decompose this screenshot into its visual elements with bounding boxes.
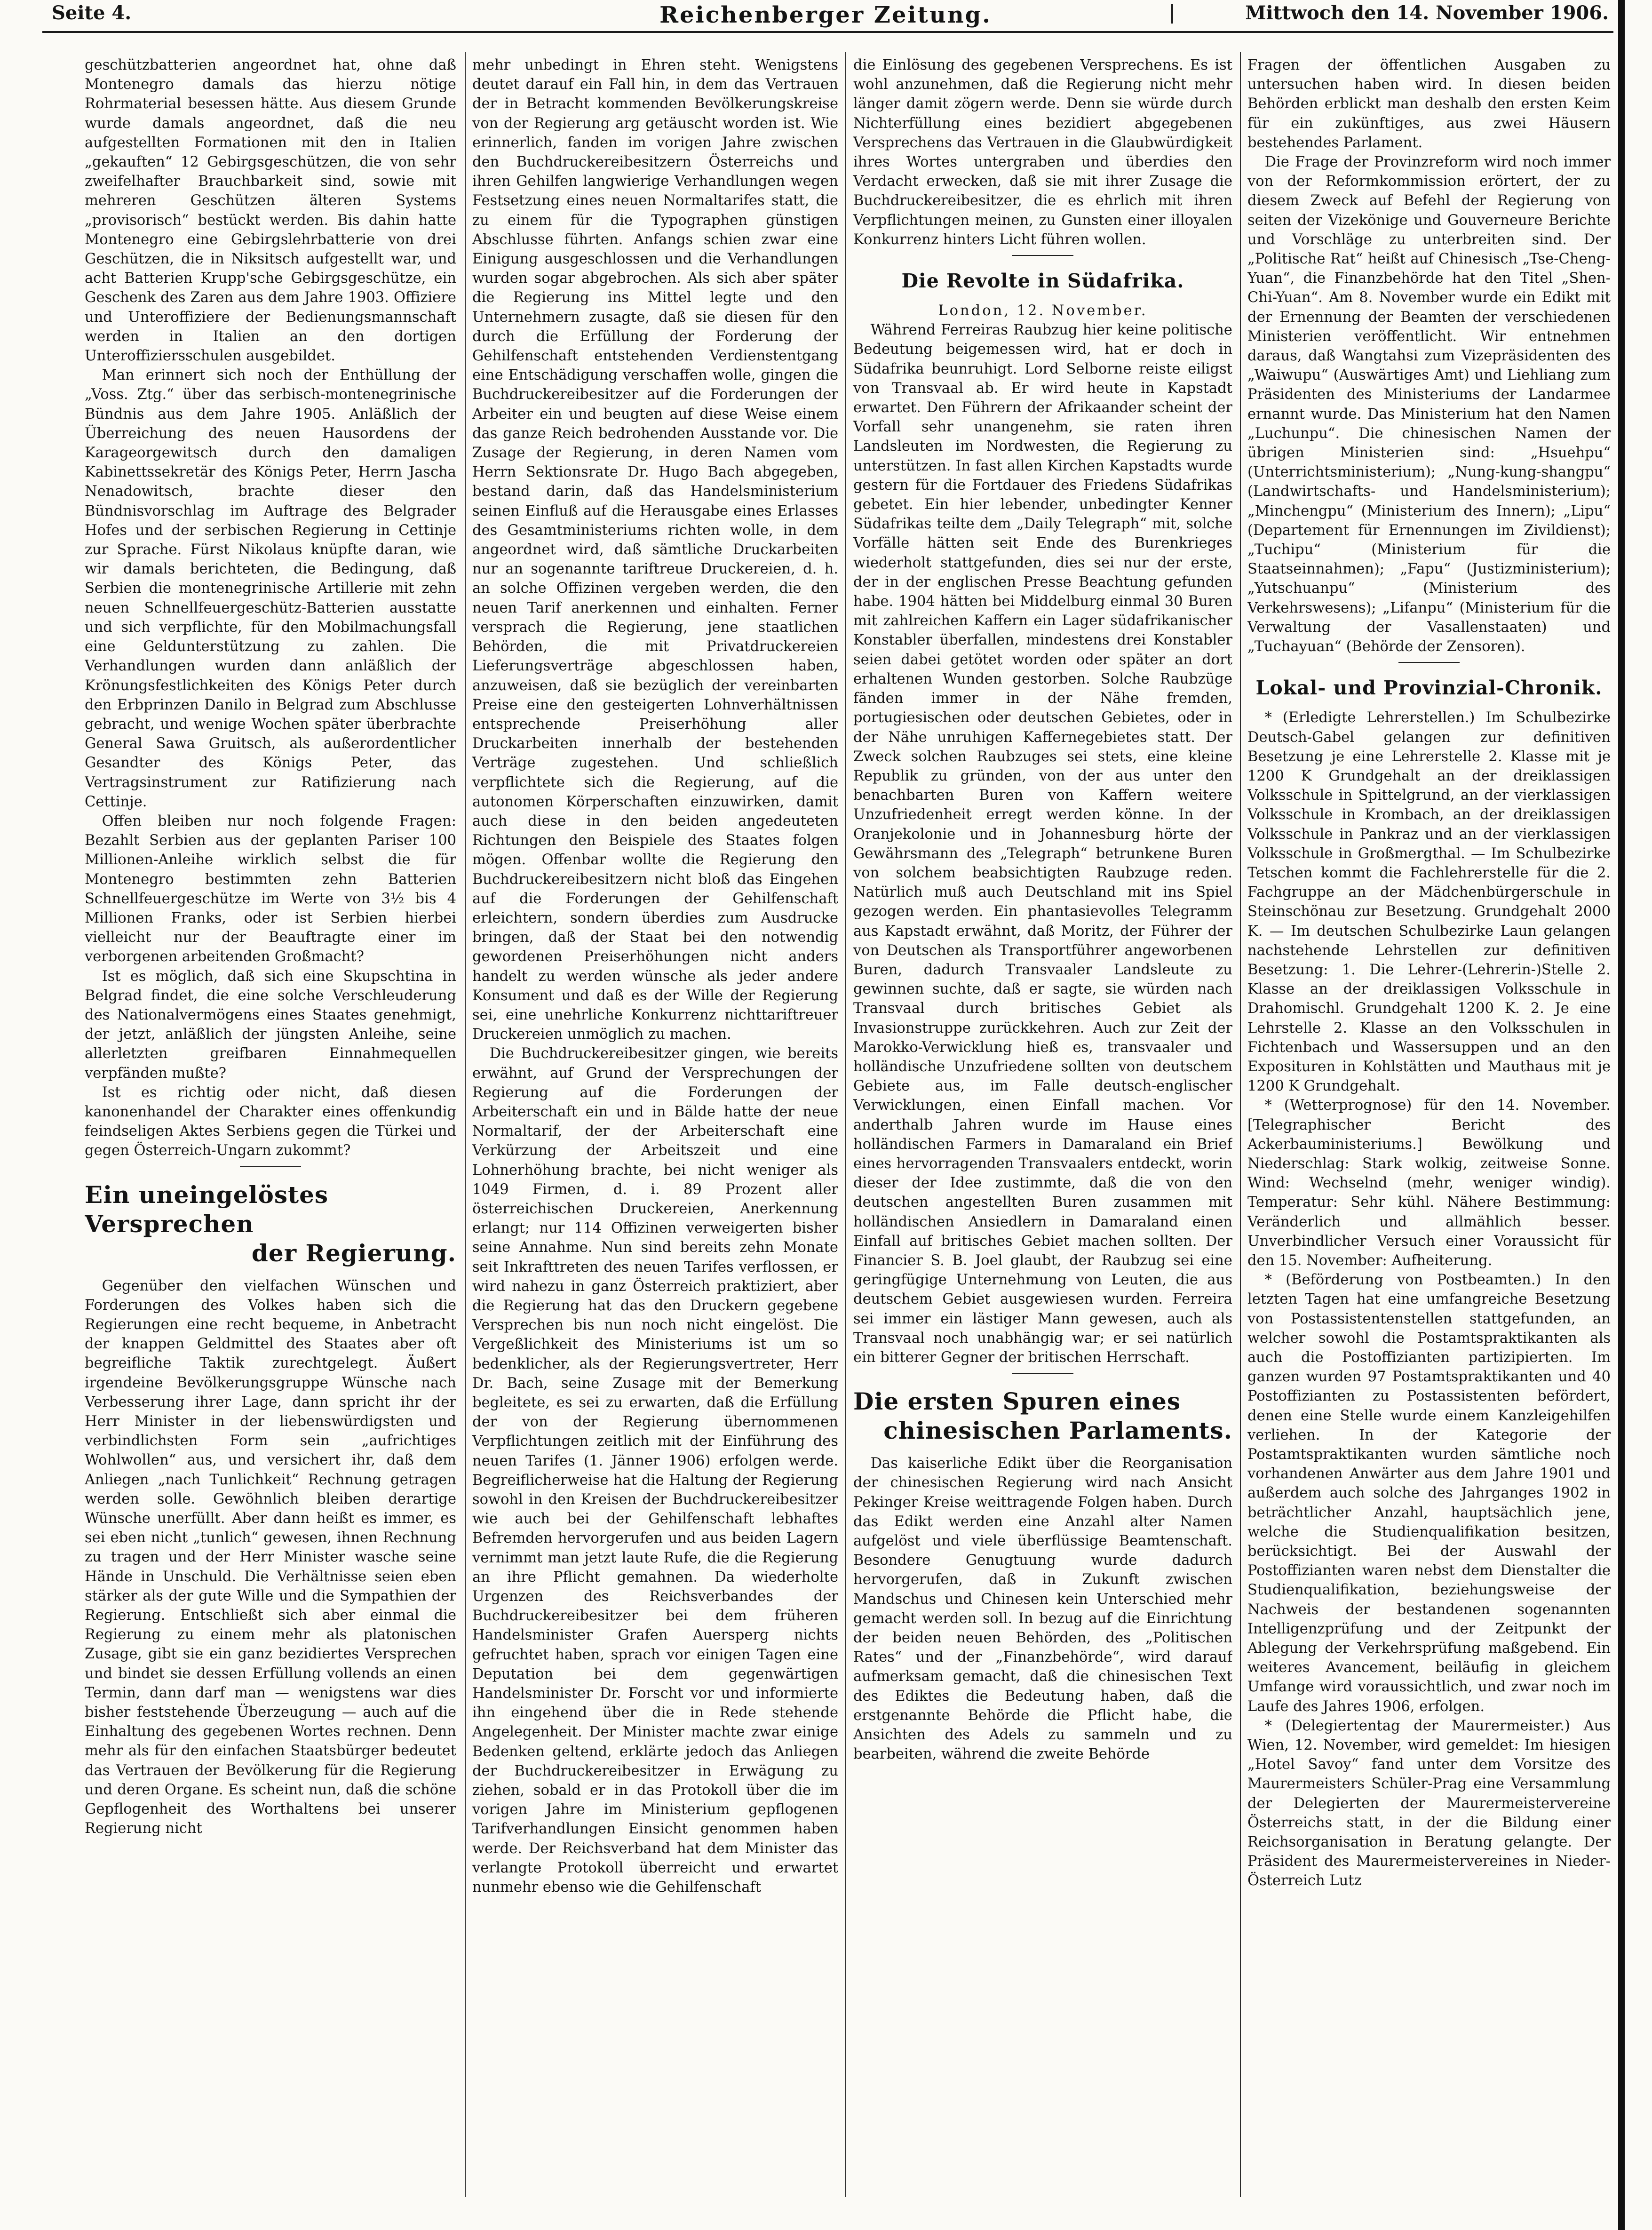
article-paragraph: Gegenüber den vielfachen Wünschen und Forderungen des Volkes haben sich die Regierungen eine recht bequeme, in Anbetracht der knappen Geldmittel des Staates aber oft begreifliche Taktik zurechtgelegt. Äußert irgendeine Bevölkerungsgruppe Wünsche nach Verbesserung ihrer Lage, dann spricht ihr der Herr Minister in der liebenswürdigsten und verbindlichsten Form sein „aufrichtiges Wohlwollen“ aus, und versichert ihr, daß dem Anliegen „nach Tunlichkeit“ Rechnung getragen werden solle. Gewöhnlich bleiben derartige Wünsche unerfüllt. Aber dann heißt es immer, es sei eben nicht „tunlich“ gewesen, ihnen Rechnung zu tragen und der Herr Minister wasche seine Hände in Unschuld. Die Verhältnisse seien eben stärker als der gute Wille und die Sympathien der Regierung. Entschließt sich aber einmal die Regierung zu einem mehr als platonischen Zusage, gibt sie ein ganz bezidiertes Versprechen und bindet sie dessen Erfüllung vollends an einen Termin, dann darf man — wenigstens war dies bisher feststehende Überzeugung — auch auf die Einhaltung des gegebenen Wortes rechnen. Denn mehr als für den einfachen Staatsbürger bedeutet das Vertrauen der Bevölkerung für die Regierung und deren Organe. Es scheint nun, daß die schöne Gepflogenheit des Worthaltens bei unserer Regierung nicht: [85, 1277, 456, 1837]
news-item: * (Erledigte Lehrerstellen.) Im Schulbezirke Deutsch-Gabel gelangen zur definitiven Besetzung je eine Lehrerstelle 2. Klasse mit je 1200 K Grundgehalt an der dreiklassigen Volksschule in Spittelgrund, an der vierklassigen Volksschule in Krombach, an der dreiklassigen Volksschule in Pankraz und an der vierklassigen Volksschule in Großmergthal. — Im Schulbezirke Tetschen kommt die Fachlehrerstelle für die 2. Fachgruppe an der Mädchenbürgerschule in Steinschönau zur Besetzung. Grundgehalt 2000 K. — Im deutschen Schulbezirke Laun gelangen nachstehende Lehrstellen zur definitiven Besetzung: 1. Die Lehrer-(Lehrerin-)Stelle 2. Klasse an der dreiklassigen Volksschule in Drahomischl. Grundgehalt 1200 K. 2. Je eine Lehrstelle 2. Klasse an den Volksschulen in Fichtenbach und Wassersuppen und an den Exposituren in Kohlstätten und Mauthaus mit je 1200 K Grundgehalt.: [1247, 709, 1611, 1095]
article-paragraph: geschützbatterien angeordnet hat, ohne daß Montenegro damals das hierzu nötige Rohrmaterial besessen hätte. Aus diesem Grunde wurde damals angeordnet, daß die neu aufgestellten Formationen mit den in Italien „gekauften“ 12 Gebirgsgeschützen, die von sehr zweifelhafter Brauchbarkeit sind, sowie mit mehreren Geschützen älteren Systems „provisorisch“ bestückt werden. Bis dahin hatte Montenegro eine Gebirgslehrbatterie von drei Geschützen, die in Niksitsch aufgestellt war, und acht Batterien Krupp'sche Gebirgsgeschütze, ein Geschenk des Zaren aus dem Jahre 1903. Offiziere und Unteroffiziere der Bedienungsmannschaft werden in Italien an den dortigen Unteroffiziersschulen ausgebildet.: [85, 57, 456, 365]
article-paragraph: Das kaiserliche Edikt über die Reorganisation der chinesischen Regierung wird nach Ansicht Pekinger Kreise weittragende Folgen haben. Durch das Edikt werden eine Anzahl alter Namen aufgelöst und viele überflüssige Beamtenschaft. Besondere Genugtuung wurde dadurch hervorgerufen, daß in Zukunft zwischen Mandschus und Chinesen kein Unterschied mehr gemacht werden soll. In bezug auf die Einrichtung der beiden neuen Behörden, des „Politischen Rates“ und der „Finanzbehörde“, wird darauf aufmerksam gemacht, daß die chinesischen Text des Ediktes die Bedeutung haben, daß die erstgenannte Behörde die Pflicht habe, die Ansichten des Adels zu sammeln und zu bearbeiten, während die zweite Behörde: [853, 1455, 1232, 1763]
column-1: [85, 56, 456, 2191]
page-header: [42, 0, 1609, 33]
article-heading: [85, 1180, 456, 1268]
right-edge-shadow: [1618, 0, 1625, 2230]
article-paragraph: Fragen der öffentlichen Ausgaben zu untersuchen haben wird. In diesen beiden Behörden erblickt man deshalb den ersten Keim für ein zukünftiges, aus zwei Häusern bestehendes Parlament.: [1247, 57, 1611, 151]
page-number: Seite 4.: [52, 2, 132, 24]
article-heading: Die Revolte in Südafrika.: [901, 270, 1184, 293]
article-paragraph: Ist es möglich, daß sich eine Skupschtina in Belgrad findet, die eine solche Verschleuderung des Nationalvermögens eines Staates genehmigt, der jetzt, anläßlich der jüngsten Anleihe, seine allerletzten greifbaren Einnahmequellen verpfänden mußte?: [85, 968, 456, 1082]
issue-date: Mittwoch den 14. November 1906.: [1245, 2, 1609, 24]
newspaper-title: Reichenberger Zeitung.: [659, 2, 992, 28]
article-paragraph: Man erinnert sich noch der Enthüllung der „Voss. Ztg.“ über das serbisch-montenegrinische Bündnis aus dem Jahre 1905. Anläßlich der Überreichung des neuen Hausordens der Karageorgewitsch durch den damaligen Kabinettssekretär des Königs Peter, Herrn Jascha Nenadowitsch, brachte dieser den Bündnisvorschlag im Auftrage des Belgrader Hofes und der serbischen Regierung in Cettinje zur Sprache. Fürst Nikolaus knüpfte daran, wie wir damals berichteten, die Bedingung, daß Serbien die montenegrinische Artillerie mit zehn neuen Schnellfeuergeschütz-Batterien ausstatte und sich verpflichte, für den Mobilmachungsfall eine Geldunterstützung zu zahlen. Die Verhandlungen wurden dann anläßlich der Krönungsfestlichkeiten des Königs Peter durch den Erbprinzen Danilo in Belgrad zum Abschlusse gebracht, und wenige Wochen später überbrachte General Sawa Gruitsch, als außerordentlicher Gesandter des Königs Peter, das Vertragsinstrument zur Ratifizierung nach Cettinje.: [85, 367, 456, 810]
news-item: * (Beförderung von Postbeamten.) In den letzten Tagen hat eine umfangreiche Besetzung von Postassistentenstellen stattgefunden, an welcher sowohl die Postamtspraktikanten als auch die Postoffizianten partizipierten. Im ganzen wurden 97 Postamtspraktikanten und 40 Postoffizianten zu Postassistenten befördert, denen eine Stelle wurde einem Kanzleigehilfen verliehen. In der Kategorie der Postamtspraktikanten wurden sämtliche noch vorhandenen Anwärter aus dem Jahre 1901 und außerdem auch solche des Jahrganges 1902 in beträchtlicher Anzahl, hauptsächlich jene, welche die Studienqualifikation besitzen, berücksichtigt. Bei der Auswahl der Postoffizianten waren nebst dem Dienstalter die Studienqualifikation, beziehungsweise der Nachweis der bestandenen sogenannten Intelligenzprüfung und der Zeitpunkt der Ablegung der Verkehrsprüfung maßgebend. Ein weiteres Avancement, beiläufig in gleichem Umfange wird voraussichtlich, und zwar noch im Laufe des Jahres 1906, erfolgen.: [1247, 1272, 1611, 1715]
article-paragraph: Die Frage der Provinzreform wird noch immer von der Reformkommission erörtert, der zu diesem Zweck auf Befehl der Regierung von seiten der Vizekönige und Gouverneure Berichte und Vorschläge zu unterbreiten sind. Der „Politische Rat“ heißt auf Chinesisch „Tse-Cheng-Yuan“, die Finanzbehörde hat den Titel „Shen-Chi-Yuan“. Am 8. November wurde ein Edikt mit der Ernennung der Beamten der verschiedenen Ministerien veröffentlicht. Wir entnehmen daraus, daß Wangtahsi zum Vizepräsidenten des „Waiwupu“ (Auswärtiges Amt) und Liehliang zum Präsidenten des Ministeriums der Landarmee ernannt wurde. Das Ministerium hat den Namen „Luchunpu“. Die chinesischen Namen der übrigen Ministerien sind: „Hsuehpu“ (Unterrichtsministerium); „Nung-kung-shangpu“ (Landwirtschafts- und Handelsministerium); „Minchengpu“ (Ministerium des Innern); „Lipu“ (Departement für Ernennungen im Zivildienst); „Tuchipu“ (Ministerium für die Staatseinnahmen); „Fapu“ (Justizministerium); „Yutschuanpu“ (Ministerium des Verkehrswesens); „Lifanpu“ (Ministerium für die Verwaltung der Vasallenstaaten) und „Tuchayuan“ (Behörde der Zensoren).: [1247, 154, 1611, 655]
section-separator: [240, 1166, 301, 1167]
article-heading: [853, 1387, 1232, 1445]
column-rule: [465, 52, 466, 2197]
article-paragraph: Ist es richtig oder nicht, daß diesen kanonenhandel der Charakter eines offenkundig feindseligen Aktes Serbiens gegen die Türkei und gegen Österreich-Ungarn zukommt?: [85, 1084, 456, 1159]
section-heading: Lokal- und Provinzial-Chronik.: [1255, 677, 1603, 700]
heading-main: Ein uneingelöstes Versprechen: [85, 1180, 329, 1238]
column-rule: [1240, 52, 1241, 2197]
section-separator: [1012, 255, 1073, 256]
heading-sub: der Regierung.: [251, 1239, 456, 1267]
news-item: * (Wetterprognose) für den 14. November. [Telegraphischer Bericht des Ackerbauministeriums.] Bewölkung und Niederschlag: Stark wolkig, zeitweise Sonne. Wind: Wechselnd (mehr, weniger windig). Temperatur: Sehr kühl. Nähere Bestimmung: Veränderlich und allmählich besser. Unverbindlicher Versuch einer Voraussicht für den 15. November: Aufheiterung.: [1247, 1097, 1611, 1269]
column-rule: [845, 52, 846, 2197]
article-paragraph: die Einlösung des gegebenen Versprechens. Es ist wohl anzunehmen, daß die Regierung nicht mehr länger damit zögern werde. Denn sie würde durch Nichterfüllung eines bezidiert abgegebenen Versprechens das Vertrauen in die Glaubwürdigkeit ihres Wortes untergraben und überdies den Verdacht erwecken, daß sie mit ihrer Zusage die Buchdruckereibesitzer, die es ehrlich mit ihren Verpflichtungen meinen, zu Gunsten einer illoyalen Konkurrenz hinters Licht führen wollen.: [853, 57, 1232, 248]
article-paragraph: Die Buchdruckereibesitzer gingen, wie bereits erwähnt, auf Grund der Versprechungen der Regierung auf die Forderungen der Arbeiterschaft ein und in Bälde hatte der neue Normaltarif, der der Arbeiterschaft eine Verkürzung der Arbeitszeit und eine Lohnerhöhung brachte, bei nicht weniger als 1049 Firmen, d. i. 89 Prozent aller österreichischen Druckereien, Anerkennung erlangt; nur 114 Offizinen verweigerten bisher seine Annahme. Nun sind bereits zehn Monate seit Inkrafttreten des neuen Tarifes verflossen, er wird nahezu in ganz Österreich praktiziert, aber die Regierung hat das den Druckern gegebene Versprechen bis nun noch nicht eingelöst. Die Vergeßlichkeit des Ministeriums ist um so bedenklicher, als der Regierungsvertreter, Herr Dr. Bach, seine Zusage mit der Bemerkung begleitete, es sei zu erwarten, daß die Erfüllung der von der Regierung übernommenen Verpflichtungen zeitlich mit der Einführung des neuen Tarifes (1. Jänner 1906) erfolgen werde. Begreiflicherweise hat die Haltung der Regierung sowohl in den Kreisen der Buchdruckereibesitzer wie auch bei der Gehilfenschaft lebhaftes Befremden hervorgerufen und aus beiden Lagern vernimmt man jetzt laute Rufe, die die Regierung an ihre Pflicht gemahnen. Da wiederholte Urgenzen des Reichsverbandes der Buchdruckereibesitzer bei dem früheren Handelsminister Grafen Auersperg nichts gefruchtet haben, sprach vor einigen Tagen eine Deputation bei dem gegenwärtigen Handelsminister Dr. Forscht vor und informierte ihn eingehend über die in Rede stehende Angelegenheit. Der Minister machte zwar einige Bedenken geltend, erklärte jedoch das Anliegen der Buchdruckereibesitzer in Erwägung zu ziehen, sobald er in das Protokoll über die im vorigen Jahre im Ministerium gepflogenen Tarifverhandlungen Einsicht genommen haben werde. Der Reichsverband hat dem Minister das verlangte Protokoll überreicht und erwartet nunmehr ebenso wie die Gehilfenschaft: [472, 1045, 838, 1896]
column-2: [472, 56, 838, 2191]
news-item: * (Delegiertentag der Maurermeister.) Aus Wien, 12. November, wird gemeldet: Im hiesigen „Hotel Savoy“ fand unter dem Vorsitze des Maurermeisters Schüler-Prag eine Versammlung der Delegierten der Maurermeistervereine Österreichs statt, in der die Bildung einer Reichsorganisation in Beratung gelangte. Der Präsident des Maurermeistervereines in Nieder-Österreich Lutz: [1247, 1717, 1611, 1889]
heading-sub: chinesischen Parlaments.: [883, 1417, 1232, 1445]
article-paragraph: Offen bleiben nur noch folgende Fragen: Bezahlt Serbien aus der geplanten Pariser 100 Millionen-Anleihe wirklich selbst die für Montenegro bestimmten zehn Batterien Schnellfeuergeschütze im Werte von 3½ bis 4 Millionen Franks, oder ist Serbien hierbei vielleicht nur der Beauftragte einer im verborgenen arbeitenden Großmacht?: [85, 812, 456, 965]
article-paragraph: mehr unbedingt in Ehren steht. Wenigstens deutet darauf ein Fall hin, in dem das Vertrauen der in Betracht kommenden Bevölkerungskreise von der Regierung arg getäuscht worden ist. Wie erinnerlich, fanden im vorigen Jahre zwischen den Buchdruckereibesitzern Österreichs und ihren Gehilfen langwierige Verhandlungen wegen Festsetzung eines neuen Normaltarifes statt, die zu einem für die Typographen günstigen Abschlusse führten. Anfangs schien zwar eine Einigung ausgeschlossen und die Verhandlungen wurden sogar abgebrochen. Als sich aber später die Regierung ins Mittel legte und den Unternehmern zusagte, daß sie diesen für den durch die Erfüllung der Forderung der Gehilfenschaft entstehenden Verdienstentgang eine Entschädigung verschaffen wolle, gingen die Buchdruckereibesitzer auf die Forderungen der Arbeiter ein und beugten auf diese Weise einem das ganze Reich bedrohenden Ausstande vor. Die Zusage der Regierung, in deren Namen vom Herrn Sektionsrate Dr. Hugo Bach abgegeben, bestand darin, daß das Handelsministerium seinen Einfluß auf die Herausgabe eines Erlasses des Gesamtministeriums richten wolle, in dem angeordnet wird, daß sämtliche Druckarbeiten nur an sogenannte tariftreue Druckereien, d. h. an solche Offizinen vergeben werden, die den neuen Tarif anerkennen und einhalten. Ferner versprach die Regierung, jene staatlichen Behörden, die mit Privatdruckereien Lieferungsverträge abgeschlossen haben, anzuweisen, daß sie bezüglich der vereinbarten Preise eine den gesteigerten Lohnverhältnissen entsprechende Preiserhöhung aller Druckarbeiten innerhalb der bestehenden Verträge zugestehen. Und schließlich verpflichtete sich die Regierung, auf die autonomen Körperschaften einzuwirken, damit auch diese in den beiden angedeuteten Richtungen den Beispiele des Staates folgen mögen. Offenbar wollte die Regierung den Buchdruckereibesitzern nicht bloß das Eingehen auf die Forderungen der Gehilfenschaft erleichtern, sondern überdies zum Ausdrucke bringen, daß der Staat bei den notwendig gewordenen Preiserhöhungen nicht anders handelt zu werden wünsche als jeder andere Konsument und daß es der Wille der Regierung sei, eine unehrliche Konkurrenz nichttariftreuer Druckereien unmöglich zu machen.: [472, 57, 838, 1043]
column-3: [853, 56, 1232, 2191]
article-paragraph: Während Ferreiras Raubzug hier keine politische Bedeutung beigemessen wird, hat er doch in Südafrika beunruhigt. Lord Selborne reiste eiligst von Transvaal ab. Er wird heute in Kapstadt erwartet. Den Führern der Afrikaander scheint der Vorfall sehr unangenehm, sie raten ihren Landsleuten im Nordwesten, die Regierung zu unterstützen. In fast allen Kirchen Kapstadts wurde gestern für die Fortdauer des Friedens Südafrikas gebetet. Ein hier lebender, unbedingter Kenner Südafrikas teilte dem „Daily Telegraph“ mit, solche Vorfälle hätten seit Ende des Burenkrieges wiederholt stattgefunden, dies sei nur der erste, der in der englischen Presse Beachtung gefunden habe. 1904 hätten bei Middelburg einmal 30 Buren mit zahlreichen Kaffern ein Lager südafrikanischer Konstabler überfallen, mindestens drei Konstabler seien dabei getötet worden oder später an dort erhaltenen Wunden gestorben. Solche Raubzüge fänden immer in der Nähe fremden, portugiesischen oder deutschen Gebietes, oder in der Nähe unruhigen Kaffernegebietes statt. Der Zweck solchen Raubzuges sei stets, eine kleine Republik zu gründen, von der aus unter den benachbarten Buren von Kaffern weitere Unzufriedenheit erregt werden könne. In der Oranjekolonie und in Johannesburg hörte der Gewährsmann des „Telegraph“ betrunkene Buren von solchem beabsichtigten Raubzuge reden. Natürlich muß auch Deutschland mit ins Spiel gezogen werden. Ein phantasievolles Telegramm aus Kapstadt erwähnt, daß Moritz, der Führer der von Deutschen als Transportführer angeworbenen Buren, dadurch Transvaaler Landsleute zu gewinnen suchte, daß er sagte, sie würden nach Transvaal durch britisches Gebiet als Invasionstruppe zurückkehren. Auch zur Zeit der Marokko-Verwicklung hieß es, transvaaler und holländische Unzufriedene sollten von deutschem Gebiete aus, im Falle deutsch-englischer Verwicklungen, einen Einfall machen. Vor anderthalb Jahren wurde im Hause eines holländischen Farmers in Damaraland ein Brief eines hervorragenden Transvaalers entdeckt, worin dieser der Idee zustimmte, daß die von den deutschen angestellten Buren zusammen mit holländischen Ansiedlern in Damaraland einen Einfall auf britisches Gebiet machen sollten. Der Financier S. B. Joel glaubt, der Raubzug sei eine geringfügige Unternehmung von Leuten, die aus deutschem Gebiet ausgewiesen wurden. Ferreira sei immer ein lästiger Mann gewesen, auch als Transvaal noch unabhängig war; er sei natürlich ein bitterer Gegner der britischen Herrschaft.: [853, 322, 1232, 1366]
heading-main: Die ersten Spuren eines: [853, 1387, 1181, 1416]
dateline: London, 12. November.: [938, 303, 1148, 319]
section-separator: [1398, 662, 1460, 663]
column-4: [1247, 56, 1611, 2191]
section-separator: [1012, 1373, 1073, 1374]
